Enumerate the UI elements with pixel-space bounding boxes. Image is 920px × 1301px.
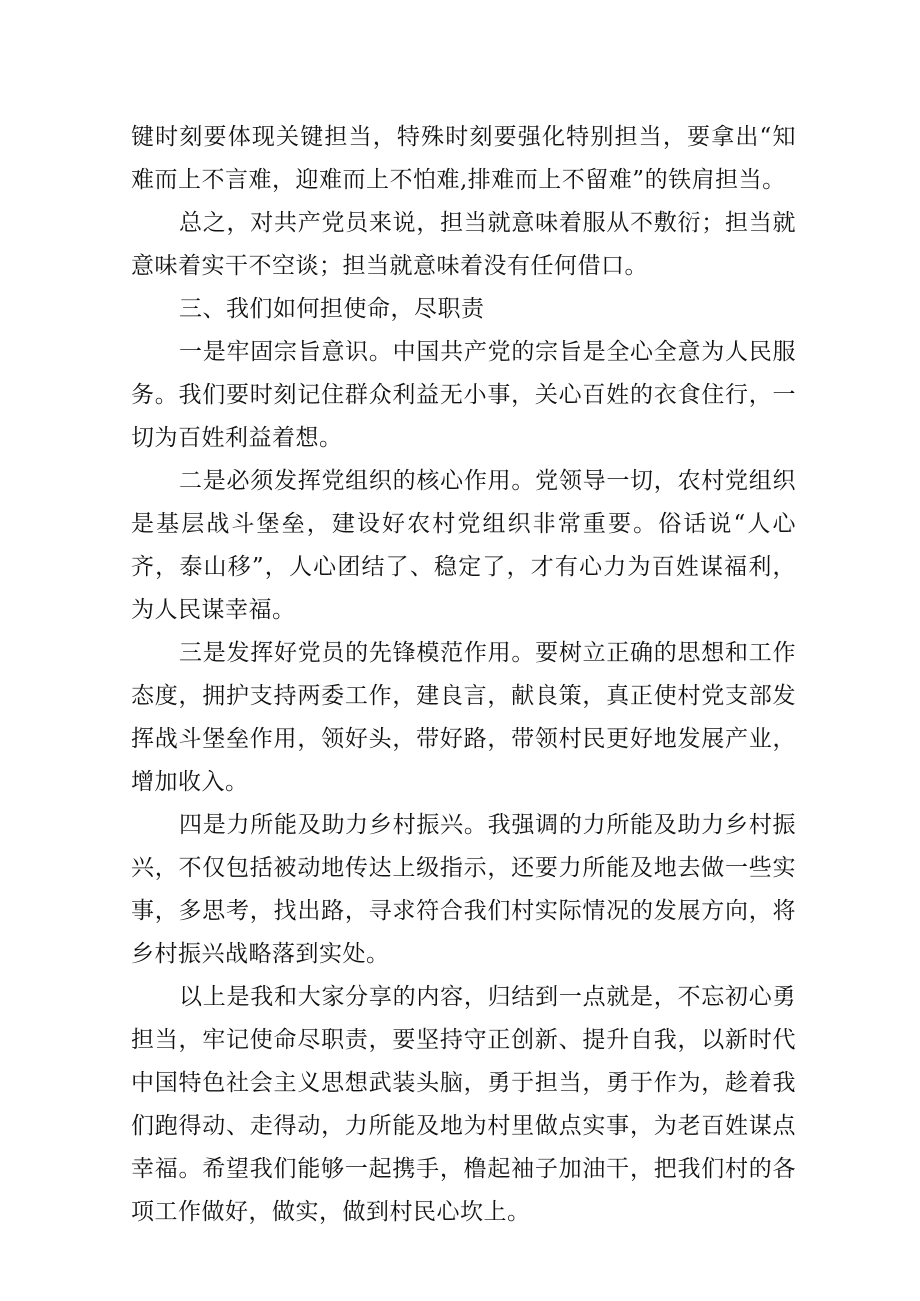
section-heading: 三、我们如何担使命，尽职责 <box>179 296 485 322</box>
paragraph-point-3: 三是发挥好党员的先锋模范作用。要树立正确的思想和工作态度，拥护支持两委工作，建良言，献良策，真正使村党支部发挥战斗堡垒作用，领好头，带好路，带领村民更好地发展产业，增加收入。 <box>131 640 796 795</box>
paragraph-point-4: 四是力所能及助力乡村振兴。我强调的力所能及助力乡村振兴，不仅包括被动地传达上级指示，还要力所能及地去做一些实事，多思考，找出路，寻求符合我们村实际情况的发展方向，将乡村振兴战略落到实处。 <box>131 812 796 967</box>
paragraph-conclusion: 以上是我和大家分享的内容，归结到一点就是，不忘初心勇担当，牢记使命尽职责，要坚持守正创新、提升自我，以新时代中国特色社会主义思想武装头脑，勇于担当，勇于作为，趁着我们跑得动、走得动，力所能及地为村里做点实事，为老百姓谋点幸福。希望我们能够一起携手，橹起袖子加油干，把我们村的各项工作做好，做实，做到村民心坎上。 <box>131 984 796 1225</box>
paragraph-point-1: 一是牢固宗旨意识。中国共产党的宗旨是全心全意为人民服务。我们要时刻记住群众利益无小事，关心百姓的衣食住行，一切为百姓利益着想。 <box>131 339 796 451</box>
paragraph-point-2: 二是必须发挥党组织的核心作用。党领导一切，农村党组织是基层战斗堡垒，建设好农村党组织非常重要。俗话说“人心齐，泰山移”，人心团结了、稳定了，才有心力为百姓谋福利，为人民谋幸福。 <box>131 468 796 623</box>
paragraph-continuation: 键时刻要体现关键担当，特殊时刻要强化特别担当，要拿出“知难而上不言难，迎难而上不怕难,排难而上不留难”的铁肩担当。 <box>131 124 796 193</box>
paragraph-summary: 总之，对共产党员来说，担当就意味着服从不敷衍；担当就意味着实干不空谈；担当就意味着没有任何借口。 <box>131 210 796 279</box>
document-body <box>131 116 796 1234</box>
